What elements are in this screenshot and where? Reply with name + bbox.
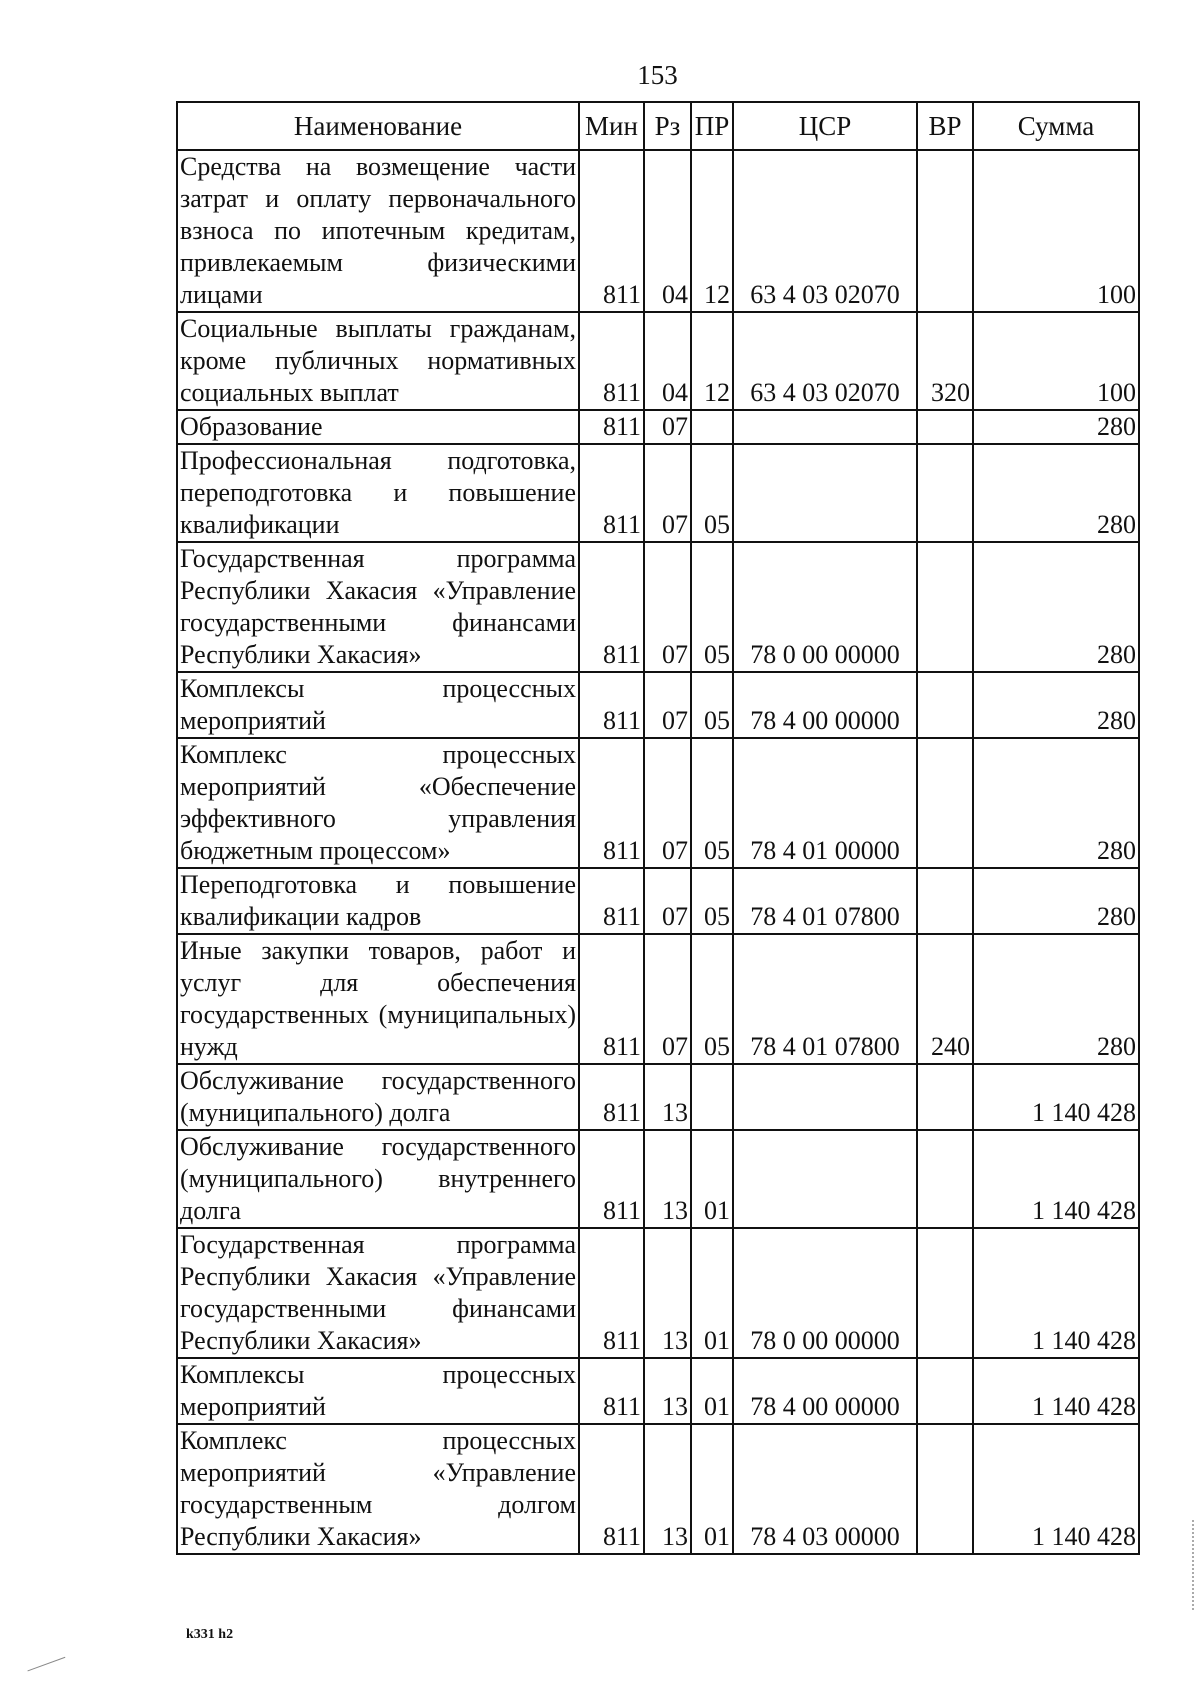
row-vr <box>917 1358 973 1424</box>
row-rz: 07 <box>644 444 691 542</box>
table-row <box>177 542 1139 672</box>
row-sum: 280 <box>973 542 1139 672</box>
table-row <box>177 1228 1139 1358</box>
row-pr: 05 <box>691 444 733 542</box>
row-sum: 100 <box>973 150 1139 312</box>
row-sum: 280 <box>973 444 1139 542</box>
row-min: 811 <box>579 868 644 934</box>
scan-edge-artifact <box>1186 1520 1194 1610</box>
row-csr <box>733 444 917 542</box>
row-csr <box>733 1130 917 1228</box>
row-pr: 01 <box>691 1228 733 1358</box>
row-vr: 240 <box>917 934 973 1064</box>
row-vr <box>917 150 973 312</box>
page-number: 153 <box>637 60 678 90</box>
row-vr <box>917 542 973 672</box>
row-pr: 05 <box>691 868 733 934</box>
table-row <box>177 738 1139 868</box>
row-sum: 1 140 428 <box>973 1064 1139 1130</box>
row-csr: 78 4 01 07800 <box>733 934 917 1064</box>
row-csr <box>733 410 917 444</box>
row-min: 811 <box>579 150 644 312</box>
row-name: Социальные выплаты гражданам, кроме публичных нормативных социальных выплат <box>177 312 579 410</box>
row-pr: 05 <box>691 738 733 868</box>
table-row <box>177 444 1139 542</box>
row-rz: 13 <box>644 1228 691 1358</box>
row-name: Средства на возмещение части затрат и оплату первоначального взноса по ипотечным кредитам, привлекаемым физическими лицами <box>177 150 579 312</box>
row-min: 811 <box>579 738 644 868</box>
row-min: 811 <box>579 1228 644 1358</box>
row-name: Комплексы процессных мероприятий <box>177 672 579 738</box>
row-min: 811 <box>579 312 644 410</box>
row-min: 811 <box>579 410 644 444</box>
row-rz: 07 <box>644 738 691 868</box>
row-rz: 13 <box>644 1130 691 1228</box>
row-vr <box>917 1064 973 1130</box>
budget-table <box>176 101 1140 1555</box>
row-rz: 07 <box>644 868 691 934</box>
row-sum: 280 <box>973 934 1139 1064</box>
table-header-row <box>177 102 1139 150</box>
table-row <box>177 1130 1139 1228</box>
row-name: Комплекс процессных мероприятий «Обеспечение эффективного управления бюджетным процессом» <box>177 738 579 868</box>
row-csr: 78 0 00 00000 <box>733 542 917 672</box>
row-pr: 01 <box>691 1130 733 1228</box>
table-row <box>177 1358 1139 1424</box>
row-vr <box>917 868 973 934</box>
row-rz: 07 <box>644 672 691 738</box>
row-vr <box>917 738 973 868</box>
row-name: Переподготовка и повышение квалификации кадров <box>177 868 579 934</box>
document-code: k331 h2 <box>186 1627 234 1642</box>
row-pr <box>691 1064 733 1130</box>
row-vr <box>917 672 973 738</box>
row-name: Комплексы процессных мероприятий <box>177 1358 579 1424</box>
row-vr <box>917 1228 973 1358</box>
header-vr: ВР <box>917 102 973 150</box>
row-rz: 07 <box>644 410 691 444</box>
row-name: Иные закупки товаров, работ и услуг для обеспечения государственных (муниципальных) нужд <box>177 934 579 1064</box>
row-pr: 05 <box>691 934 733 1064</box>
row-csr: 78 0 00 00000 <box>733 1228 917 1358</box>
row-rz: 07 <box>644 542 691 672</box>
table-row <box>177 1064 1139 1130</box>
row-sum: 280 <box>973 738 1139 868</box>
row-name: Образование <box>177 410 579 444</box>
row-csr: 63 4 03 02070 <box>733 312 917 410</box>
row-csr: 78 4 00 00000 <box>733 1358 917 1424</box>
header-csr: ЦСР <box>733 102 917 150</box>
row-sum: 100 <box>973 312 1139 410</box>
header-min: Мин <box>579 102 644 150</box>
header-pr: ПР <box>691 102 733 150</box>
row-rz: 13 <box>644 1424 691 1554</box>
header-sum: Сумма <box>973 102 1139 150</box>
row-min: 811 <box>579 1064 644 1130</box>
table-row <box>177 410 1139 444</box>
table-row <box>177 1424 1139 1554</box>
row-pr: 05 <box>691 672 733 738</box>
row-name: Обслуживание государственного (муниципального) долга <box>177 1064 579 1130</box>
row-name: Обслуживание государственного (муниципального) внутреннего долга <box>177 1130 579 1228</box>
table-row <box>177 868 1139 934</box>
row-min: 811 <box>579 1358 644 1424</box>
row-name: Государственная программа Республики Хакасия «Управление государственными финансами Республики Хакасия» <box>177 542 579 672</box>
row-vr <box>917 1130 973 1228</box>
row-min: 811 <box>579 444 644 542</box>
row-rz: 07 <box>644 934 691 1064</box>
row-pr: 01 <box>691 1424 733 1554</box>
row-csr: 78 4 01 00000 <box>733 738 917 868</box>
row-rz: 04 <box>644 312 691 410</box>
table-row <box>177 150 1139 312</box>
table-row <box>177 672 1139 738</box>
row-rz: 04 <box>644 150 691 312</box>
row-rz: 13 <box>644 1358 691 1424</box>
row-name: Комплекс процессных мероприятий «Управление государственным долгом Республики Хакасия» <box>177 1424 579 1554</box>
row-name: Государственная программа Республики Хакасия «Управление государственными финансами Республики Хакасия» <box>177 1228 579 1358</box>
table-row <box>177 934 1139 1064</box>
header-rz: Рз <box>644 102 691 150</box>
row-min: 811 <box>579 934 644 1064</box>
row-csr <box>733 1064 917 1130</box>
row-vr <box>917 1424 973 1554</box>
row-csr: 63 4 03 02070 <box>733 150 917 312</box>
row-sum: 280 <box>973 672 1139 738</box>
row-min: 811 <box>579 1424 644 1554</box>
row-vr: 320 <box>917 312 973 410</box>
row-csr: 78 4 03 00000 <box>733 1424 917 1554</box>
row-sum: 1 140 428 <box>973 1424 1139 1554</box>
row-vr <box>917 410 973 444</box>
row-sum: 1 140 428 <box>973 1228 1139 1358</box>
row-sum: 1 140 428 <box>973 1358 1139 1424</box>
row-pr: 05 <box>691 542 733 672</box>
row-sum: 280 <box>973 868 1139 934</box>
row-vr <box>917 444 973 542</box>
row-csr: 78 4 01 07800 <box>733 868 917 934</box>
table-row <box>177 312 1139 410</box>
row-sum: 1 140 428 <box>973 1130 1139 1228</box>
row-min: 811 <box>579 542 644 672</box>
row-min: 811 <box>579 1130 644 1228</box>
row-pr: 12 <box>691 312 733 410</box>
row-pr: 12 <box>691 150 733 312</box>
row-csr: 78 4 00 00000 <box>733 672 917 738</box>
row-rz: 13 <box>644 1064 691 1130</box>
row-name: Профессиональная подготовка, переподготовка и повышение квалификации <box>177 444 579 542</box>
scan-artifact <box>23 1644 66 1672</box>
row-sum: 280 <box>973 410 1139 444</box>
header-name: Наименование <box>177 102 579 150</box>
row-pr: 01 <box>691 1358 733 1424</box>
row-pr <box>691 410 733 444</box>
row-min: 811 <box>579 672 644 738</box>
